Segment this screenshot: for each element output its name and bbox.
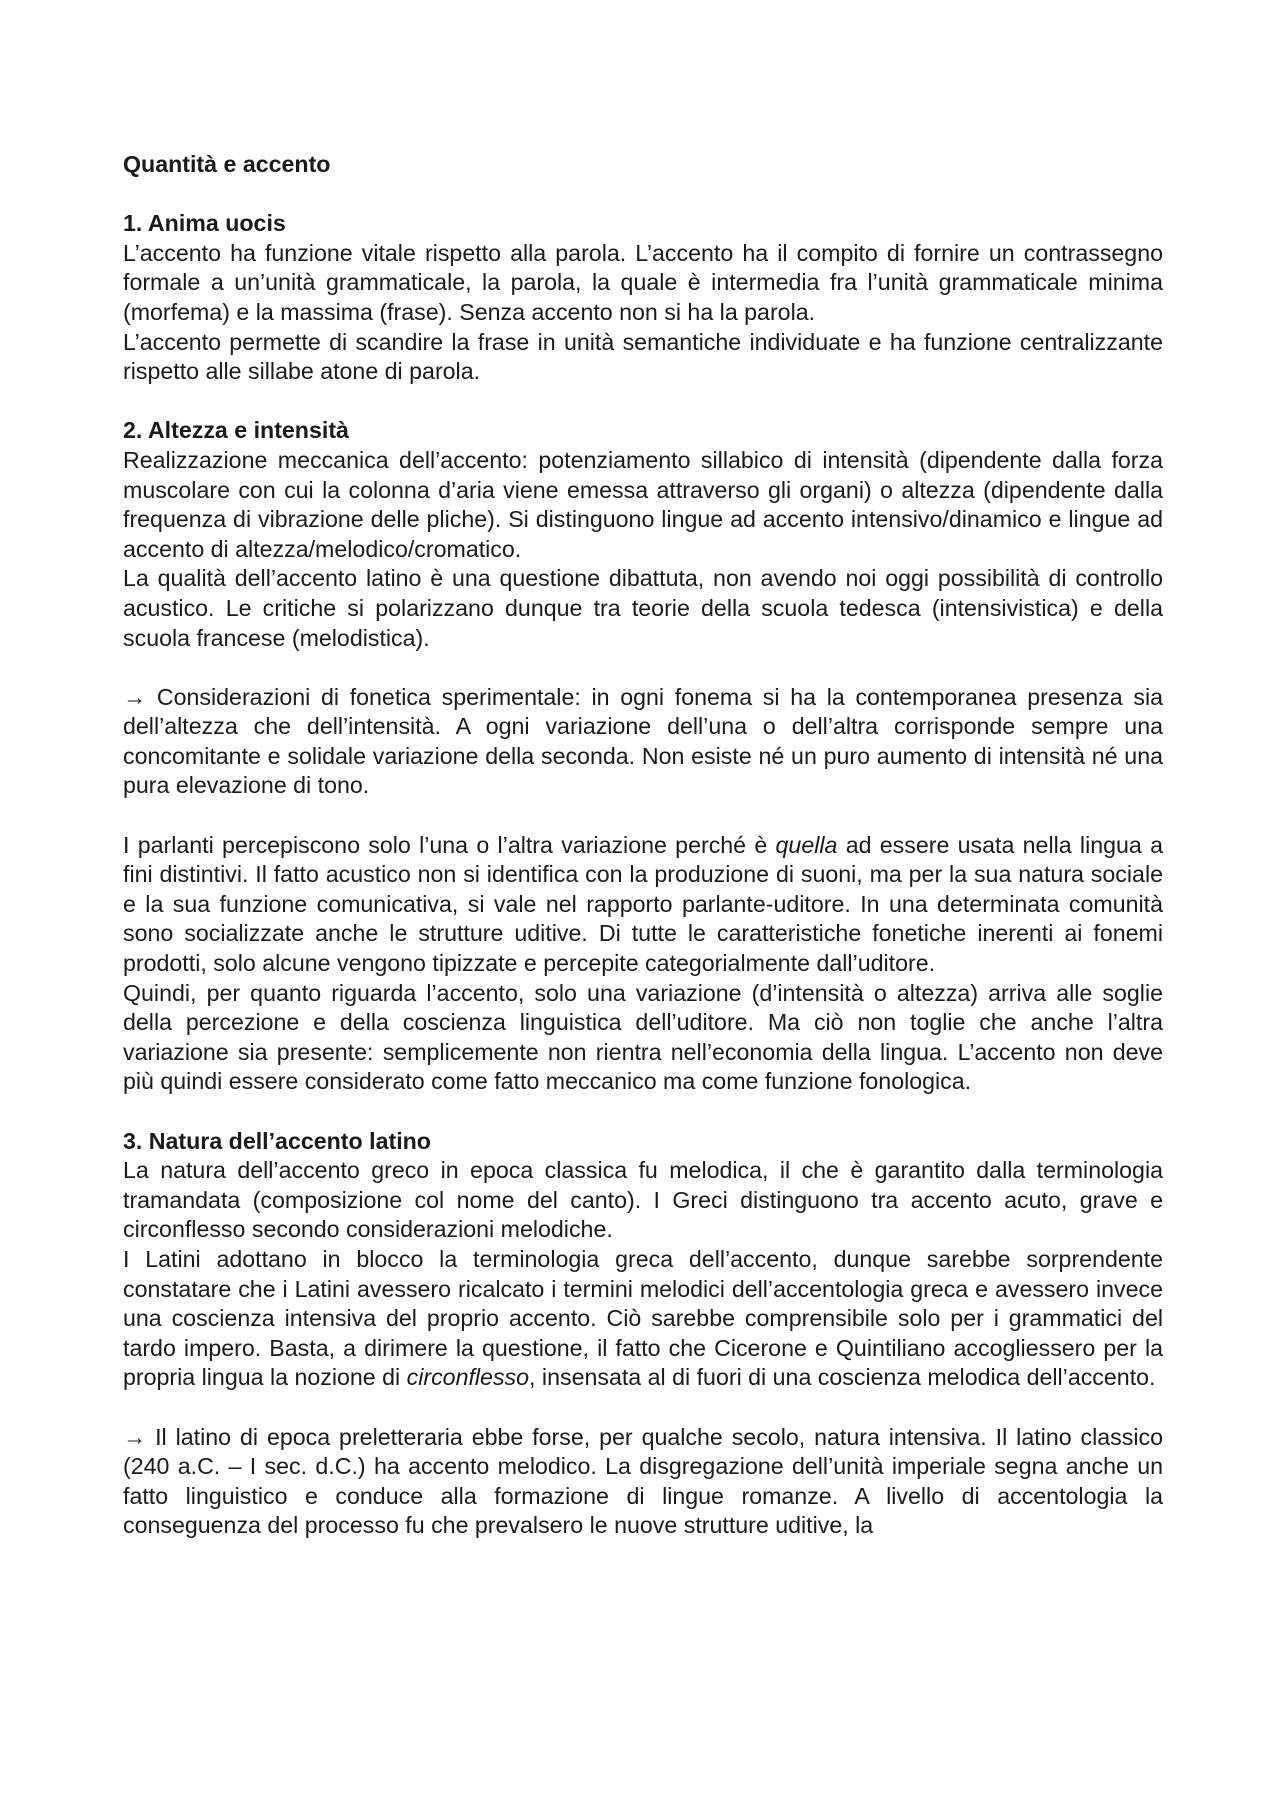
- emphasized-word: circonflesso: [406, 1364, 530, 1391]
- paragraph: La natura dell’accento greco in epoca classica fu melodica, il che è garantito dalla terminologia tramandata (composizione col nome del canto). I Greci distinguono tra accento acuto, grave e circonflesso secondo considerazioni melodiche.: [123, 1157, 1163, 1243]
- section-heading-anima-uocis: 1. Anima uocis: [123, 210, 286, 237]
- paragraph-spacer: [123, 1393, 1163, 1423]
- paragraph-arrow-note: → Considerazioni di fonetica sperimentale: in ogni fonema si ha la contemporanea presenza sia dell’altezza che dell’intensità. A ogni variazione dell’una o dell’altra corrisponde sempre una concomitante e solidale variazione della seconda. Non esiste né un puro aumento di intensità né una pura elevazione di tono.: [123, 683, 1163, 799]
- paragraph-spacer: [123, 387, 1163, 417]
- document-page: [123, 150, 1163, 1541]
- paragraph: Realizzazione meccanica dell’accento: potenziamento sillabico di intensità (dipendente dalla forza muscolare con cui la colonna d’aria viene emessa attraverso gli organi) o altezza (dipendente dalla frequenza di vibrazione delle pliche). Si distinguono lingue ad accento intensivo/dinamico e lingue ad accento di altezza/melodico/cromatico.: [123, 446, 1163, 562]
- paragraph-with-emphasis: [123, 831, 1163, 979]
- paragraph-spacer: [123, 801, 1163, 831]
- paragraph-with-emphasis: [123, 1245, 1163, 1393]
- paragraph-text: I parlanti percepiscono solo l’una o l’altra variazione perché è: [123, 831, 776, 858]
- paragraph-spacer: [123, 1097, 1163, 1127]
- paragraph: La qualità dell’accento latino è una questione dibattuta, non avendo noi oggi possibilità di controllo acustico. Le critiche si polarizzano dunque tra teorie della scuola tedesca (intensivistica) e della scuola francese (melodistica).: [123, 565, 1163, 651]
- section-heading-natura-accento-latino: 3. Natura dell’accento latino: [123, 1127, 431, 1154]
- paragraph: Quindi, per quanto riguarda l’accento, solo una variazione (d’intensità o altezza) arriva alle soglie della percezione e della coscienza linguistica dell’uditore. Ma ciò non toglie che anche l’altra variazione sia presente: semplicemente non rientra nell’economia della lingua. L’accento non deve più quindi essere considerato come fatto meccanico ma come funzione fonologica.: [123, 979, 1163, 1095]
- paragraph: L’accento ha funzione vitale rispetto alla parola. L’accento ha il compito di fornire un contrassegno formale a un’unità grammaticale, la parola, la quale è intermedia fra l’unità grammaticale minima (morfema) e la massima (frase). Senza accento non si ha la parola.: [123, 239, 1163, 325]
- paragraph-text: , insensata al di fuori di una coscienza melodica dell’accento.: [529, 1364, 1156, 1391]
- paragraph-text: ad essere usata nella lingua a fini distintivi. Il fatto acustico non si identifica con la produzione di suoni, ma per la sua natura sociale e la sua funzione comunicativa, si vale nel rapporto parlante-uditore. In una determinata comunità sono socializzate anche le strutture uditive. Di tutte le caratteristiche fonetiche inerenti ai fonemi prodotti, solo alcune vengono tipizzate e percepite categorialmente dall’uditore.: [123, 831, 1163, 977]
- emphasized-word: quella: [775, 831, 838, 858]
- paragraph-spacer: [123, 653, 1163, 683]
- paragraph: L’accento permette di scandire la frase in unità semantiche individuate e ha funzione centralizzante rispetto alle sillabe atone di parola.: [123, 328, 1163, 385]
- document-title: Quantità e accento: [123, 151, 331, 177]
- paragraph-arrow-note: → Il latino di epoca preletteraria ebbe forse, per qualche secolo, natura intensiva. Il latino classico (240 a.C. – I sec. d.C.) ha accento melodico. La disgregazione dell’unità imperiale segna anche un fatto linguistico e conduce alla formazione di lingue romanze. A livello di accentologia la conseguenza del processo fu che prevalsero le nuove strutture uditive, la: [123, 1423, 1163, 1539]
- paragraph-text: I Latini adottano in blocco la terminologia greca dell’accento, dunque sarebbe sorprendente constatare che i Latini avessero ricalcato i termini melodici dell’accentologia greca e avessero invece una coscienza intensiva del proprio accento. Ciò sarebbe comprensibile solo per i grammatici del tardo impero. Basta, a dirimere la questione, il fatto che Cicerone e Quintiliano accogliessero per la propria lingua la nozione di: [123, 1245, 1163, 1391]
- section-heading-altezza-intensita: 2. Altezza e intensità: [123, 417, 349, 444]
